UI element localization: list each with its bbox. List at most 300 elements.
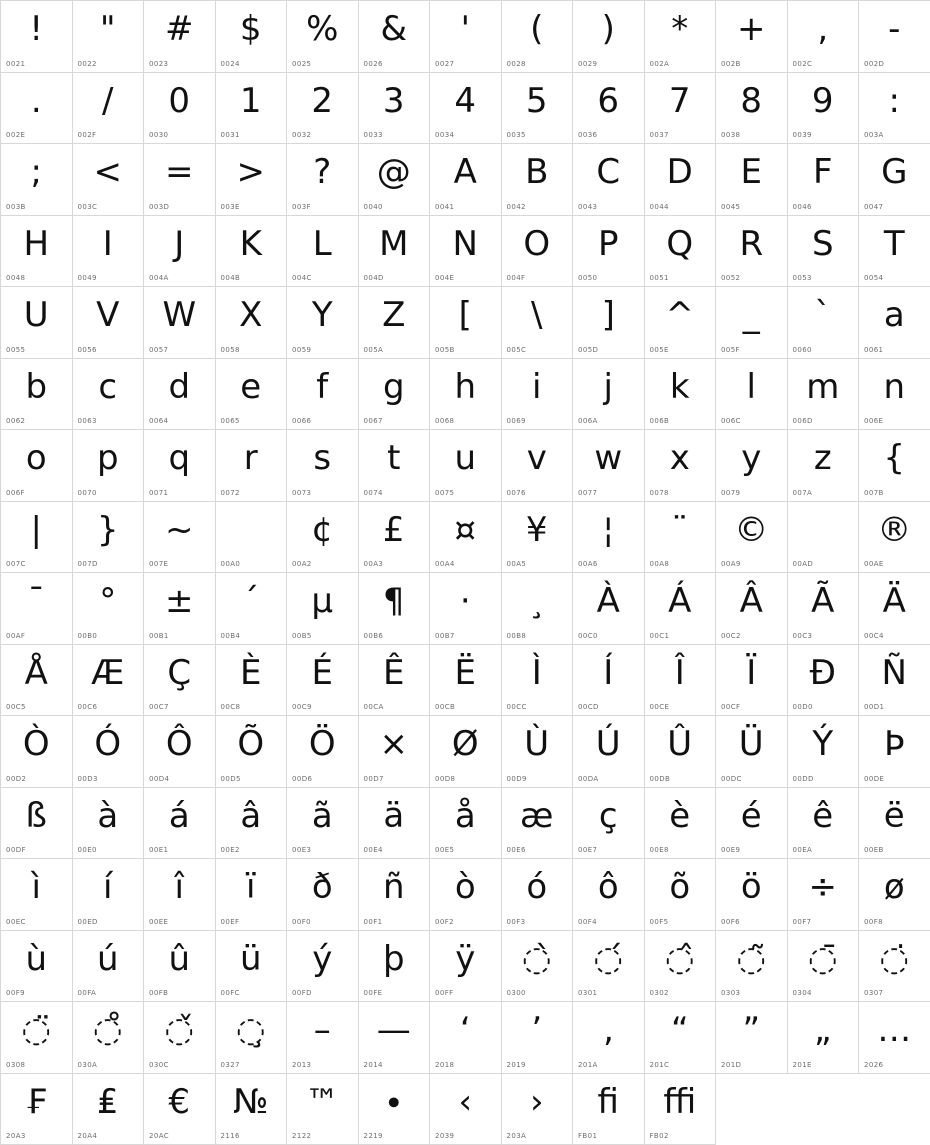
glyph-cell[interactable] [716, 287, 788, 359]
glyph-cell[interactable] [573, 287, 645, 359]
glyph-cell[interactable] [287, 1, 359, 73]
glyph-cell[interactable] [1, 287, 73, 359]
glyph-cell[interactable] [1, 788, 73, 860]
glyph-cell[interactable] [430, 73, 502, 145]
glyph-cell[interactable] [859, 430, 930, 502]
glyph-cell[interactable] [144, 1074, 216, 1145]
glyph-cell[interactable] [716, 502, 788, 574]
glyph-cell[interactable] [216, 430, 288, 502]
glyph-codepoint: 007C [6, 560, 26, 568]
glyph-character: [ [430, 289, 501, 341]
glyph-character: ë [859, 790, 930, 842]
glyph-character: K [216, 218, 287, 270]
glyph-character: — [359, 1004, 430, 1056]
glyph-character: ◌́ [573, 933, 644, 985]
glyph-cell[interactable] [788, 287, 860, 359]
glyph-cell[interactable] [645, 573, 717, 645]
glyph-cell[interactable] [287, 73, 359, 145]
glyph-cell[interactable] [573, 1, 645, 73]
glyph-codepoint: 2122 [292, 1132, 311, 1140]
glyph-cell[interactable] [430, 359, 502, 431]
glyph-cell[interactable] [502, 359, 574, 431]
glyph-cell[interactable] [502, 144, 574, 216]
glyph-cell[interactable] [216, 645, 288, 717]
glyph-cell[interactable] [716, 73, 788, 145]
glyph-cell[interactable] [144, 859, 216, 931]
glyph-cell[interactable] [144, 359, 216, 431]
glyph-codepoint: 0303 [721, 989, 740, 997]
glyph-codepoint: 0045 [721, 203, 740, 211]
glyph-cell[interactable] [573, 144, 645, 216]
glyph-character: g [359, 361, 430, 413]
glyph-codepoint: 00D5 [221, 775, 241, 783]
glyph-cell[interactable] [216, 502, 288, 574]
glyph-cell[interactable] [716, 788, 788, 860]
glyph-codepoint: 002B [721, 60, 741, 68]
glyph-cell[interactable] [502, 1002, 574, 1074]
glyph-codepoint: 20AC [149, 1132, 169, 1140]
glyph-cell[interactable] [216, 573, 288, 645]
glyph-cell[interactable] [287, 573, 359, 645]
glyph-cell[interactable] [216, 1, 288, 73]
glyph-character: J [144, 218, 215, 270]
glyph-codepoint: 00A0 [221, 560, 241, 568]
glyph-cell[interactable] [73, 1002, 145, 1074]
glyph-codepoint: 2013 [292, 1061, 311, 1069]
glyph-codepoint: 00A3 [364, 560, 384, 568]
glyph-cell[interactable] [144, 1002, 216, 1074]
glyph-cell[interactable] [859, 716, 930, 788]
glyph-character: Í [573, 647, 644, 699]
glyph-codepoint: 004D [364, 274, 384, 282]
glyph-character: 3 [359, 75, 430, 127]
glyph-cell[interactable] [645, 144, 717, 216]
glyph-cell[interactable] [430, 144, 502, 216]
glyph-cell[interactable] [573, 502, 645, 574]
glyph-cell[interactable] [716, 931, 788, 1003]
glyph-cell[interactable] [859, 73, 930, 145]
glyph-cell[interactable] [73, 144, 145, 216]
glyph-codepoint: 201A [578, 1061, 598, 1069]
glyph-character: Ó [73, 718, 144, 770]
glyph-cell[interactable] [859, 645, 930, 717]
glyph-codepoint: 20A4 [78, 1132, 98, 1140]
glyph-character: q [144, 432, 215, 484]
glyph-cell[interactable] [645, 645, 717, 717]
glyph-cell[interactable] [645, 1002, 717, 1074]
glyph-character: ´ [216, 575, 287, 627]
glyph-codepoint: 00FA [78, 989, 97, 997]
glyph-cell[interactable] [73, 216, 145, 288]
glyph-cell[interactable] [502, 859, 574, 931]
glyph-cell[interactable] [359, 430, 431, 502]
glyph-cell[interactable] [645, 502, 717, 574]
glyph-codepoint: 0041 [435, 203, 454, 211]
glyph-cell[interactable] [573, 1002, 645, 1074]
glyph-character: É [287, 647, 358, 699]
glyph-cell[interactable] [359, 573, 431, 645]
glyph-character: ₤ [73, 1076, 144, 1128]
glyph-cell[interactable] [287, 502, 359, 574]
glyph-codepoint: 004E [435, 274, 454, 282]
glyph-cell[interactable] [716, 144, 788, 216]
glyph-codepoint: 00E1 [149, 846, 168, 854]
glyph-cell[interactable] [144, 73, 216, 145]
glyph-cell[interactable] [73, 931, 145, 1003]
glyph-cell[interactable] [73, 287, 145, 359]
glyph-cell[interactable] [573, 716, 645, 788]
glyph-cell[interactable] [73, 573, 145, 645]
glyph-cell[interactable] [287, 216, 359, 288]
glyph-codepoint: 005F [721, 346, 740, 354]
glyph-cell[interactable] [430, 502, 502, 574]
glyph-cell[interactable] [1, 716, 73, 788]
glyph-cell[interactable] [430, 1074, 502, 1145]
glyph-cell[interactable] [788, 1, 860, 73]
glyph-codepoint: 0061 [864, 346, 883, 354]
glyph-cell[interactable] [144, 430, 216, 502]
glyph-cell[interactable] [359, 287, 431, 359]
glyph-codepoint: 201E [793, 1061, 812, 1069]
glyph-cell[interactable] [430, 1002, 502, 1074]
glyph-codepoint: 00CA [364, 703, 384, 711]
glyph-codepoint: 00C9 [292, 703, 312, 711]
glyph-character: ‹ [430, 1076, 501, 1128]
glyph-character: ê [788, 790, 859, 842]
glyph-cell[interactable] [502, 216, 574, 288]
glyph-codepoint: 0301 [578, 989, 597, 997]
glyph-codepoint: 0065 [221, 417, 240, 425]
glyph-cell[interactable] [573, 859, 645, 931]
glyph-cell[interactable] [645, 216, 717, 288]
glyph-character [216, 504, 287, 556]
glyph-cell[interactable] [287, 144, 359, 216]
glyph-cell[interactable] [859, 144, 930, 216]
glyph-cell[interactable] [573, 1074, 645, 1145]
glyph-cell[interactable] [645, 1074, 717, 1145]
glyph-cell[interactable] [1, 1002, 73, 1074]
glyph-cell[interactable] [502, 788, 574, 860]
glyph-cell[interactable] [716, 216, 788, 288]
glyph-codepoint: 00C4 [864, 632, 884, 640]
glyph-cell[interactable] [645, 859, 717, 931]
glyph-cell[interactable] [788, 73, 860, 145]
glyph-cell[interactable] [1, 1, 73, 73]
glyph-cell[interactable] [430, 716, 502, 788]
glyph-cell[interactable] [645, 430, 717, 502]
glyph-cell[interactable] [73, 788, 145, 860]
glyph-cell[interactable] [859, 287, 930, 359]
glyph-cell[interactable] [144, 788, 216, 860]
glyph-cell[interactable] [645, 73, 717, 145]
glyph-cell[interactable] [716, 716, 788, 788]
glyph-cell[interactable] [359, 1002, 431, 1074]
glyph-cell[interactable] [430, 1, 502, 73]
glyph-cell[interactable] [144, 287, 216, 359]
glyph-cell[interactable] [788, 573, 860, 645]
glyph-codepoint: 00F9 [6, 989, 25, 997]
glyph-cell[interactable] [359, 788, 431, 860]
glyph-cell[interactable] [144, 216, 216, 288]
glyph-cell[interactable] [287, 1074, 359, 1145]
glyph-codepoint: 005C [507, 346, 527, 354]
glyph-codepoint: 0027 [435, 60, 454, 68]
glyph-cell[interactable] [430, 430, 502, 502]
glyph-cell[interactable] [430, 931, 502, 1003]
glyph-cell[interactable] [359, 502, 431, 574]
glyph-cell[interactable] [216, 287, 288, 359]
glyph-codepoint: 0055 [6, 346, 25, 354]
glyph-cell[interactable] [859, 1, 930, 73]
glyph-cell[interactable] [216, 931, 288, 1003]
glyph-cell[interactable] [788, 144, 860, 216]
glyph-character: ò [430, 861, 501, 913]
glyph-character: ◌̌ [144, 1004, 215, 1056]
glyph-cell[interactable] [645, 359, 717, 431]
glyph-cell[interactable] [502, 645, 574, 717]
glyph-character: · [430, 575, 501, 627]
glyph-cell[interactable] [502, 430, 574, 502]
glyph-cell[interactable] [788, 216, 860, 288]
glyph-cell[interactable] [216, 1074, 288, 1145]
glyph-cell[interactable] [359, 1, 431, 73]
glyph-codepoint: 00C5 [6, 703, 26, 711]
glyph-cell[interactable] [788, 430, 860, 502]
glyph-codepoint: 00B7 [435, 632, 455, 640]
glyph-cell[interactable] [573, 573, 645, 645]
glyph-cell[interactable] [144, 1, 216, 73]
glyph-codepoint: 00B0 [78, 632, 98, 640]
glyph-character: N [430, 218, 501, 270]
glyph-character: < [73, 146, 144, 198]
glyph-cell[interactable] [1, 430, 73, 502]
glyph-cell[interactable] [716, 573, 788, 645]
glyph-cell[interactable] [502, 716, 574, 788]
glyph-codepoint: 006C [721, 417, 741, 425]
glyph-cell[interactable] [430, 859, 502, 931]
glyph-cell[interactable] [359, 144, 431, 216]
glyph-cell[interactable] [287, 931, 359, 1003]
glyph-cell[interactable] [788, 859, 860, 931]
glyph-cell[interactable] [359, 716, 431, 788]
glyph-cell[interactable] [144, 573, 216, 645]
glyph-cell[interactable] [144, 144, 216, 216]
glyph-codepoint: 0075 [435, 489, 454, 497]
glyph-codepoint: 0028 [507, 60, 526, 68]
glyph-cell[interactable] [73, 859, 145, 931]
glyph-cell[interactable] [216, 73, 288, 145]
glyph-cell[interactable] [216, 716, 288, 788]
glyph-cell[interactable] [502, 573, 574, 645]
glyph-cell[interactable] [573, 645, 645, 717]
glyph-cell[interactable] [430, 287, 502, 359]
glyph-codepoint: 00B4 [221, 632, 241, 640]
glyph-cell[interactable] [788, 645, 860, 717]
glyph-cell[interactable] [73, 716, 145, 788]
glyph-codepoint: 00A8 [650, 560, 670, 568]
glyph-cell[interactable] [502, 1, 574, 73]
glyph-cell[interactable] [573, 931, 645, 1003]
glyph-codepoint: 2026 [864, 1061, 883, 1069]
glyph-cell[interactable] [430, 788, 502, 860]
glyph-cell[interactable] [716, 645, 788, 717]
glyph-character: ? [287, 146, 358, 198]
glyph-character: s [287, 432, 358, 484]
glyph-character: @ [359, 146, 430, 198]
glyph-cell[interactable] [144, 645, 216, 717]
glyph-character: ÷ [788, 861, 859, 913]
glyph-cell[interactable] [502, 502, 574, 574]
glyph-codepoint: 0058 [221, 346, 240, 354]
glyph-cell[interactable] [859, 573, 930, 645]
glyph-codepoint: 00CF [721, 703, 740, 711]
glyph-cell[interactable] [859, 216, 930, 288]
glyph-character: Ë [430, 647, 501, 699]
glyph-cell[interactable] [359, 359, 431, 431]
glyph-cell[interactable] [1, 931, 73, 1003]
glyph-cell[interactable] [502, 287, 574, 359]
glyph-cell[interactable] [216, 859, 288, 931]
glyph-cell[interactable] [859, 359, 930, 431]
glyph-cell[interactable] [573, 788, 645, 860]
glyph-cell[interactable] [430, 573, 502, 645]
glyph-cell[interactable] [859, 788, 930, 860]
glyph-codepoint: 0046 [793, 203, 812, 211]
glyph-codepoint: 00C0 [578, 632, 598, 640]
glyph-cell[interactable] [716, 859, 788, 931]
glyph-cell[interactable] [216, 216, 288, 288]
glyph-cell[interactable] [144, 716, 216, 788]
glyph-character: S [788, 218, 859, 270]
glyph-cell[interactable] [430, 216, 502, 288]
glyph-codepoint: 201D [721, 1061, 741, 1069]
glyph-cell[interactable] [359, 859, 431, 931]
glyph-character: , [788, 3, 859, 55]
glyph-cell[interactable] [359, 216, 431, 288]
glyph-cell[interactable] [287, 287, 359, 359]
glyph-cell[interactable] [359, 1074, 431, 1145]
glyph-cell[interactable] [1, 216, 73, 288]
glyph-cell[interactable] [716, 359, 788, 431]
glyph-character: Ä [859, 575, 930, 627]
glyph-character: p [73, 432, 144, 484]
glyph-character: ∙ [359, 1076, 430, 1128]
glyph-cell[interactable] [573, 216, 645, 288]
glyph-codepoint: 0053 [793, 274, 812, 282]
glyph-cell[interactable] [573, 359, 645, 431]
glyph-cell[interactable] [287, 645, 359, 717]
glyph-cell[interactable] [1, 144, 73, 216]
glyph-codepoint: 00E8 [650, 846, 669, 854]
glyph-cell[interactable] [73, 1074, 145, 1145]
glyph-cell[interactable] [73, 430, 145, 502]
glyph-cell[interactable] [73, 359, 145, 431]
glyph-cell[interactable] [73, 645, 145, 717]
glyph-cell[interactable] [216, 1002, 288, 1074]
glyph-cell[interactable] [359, 931, 431, 1003]
glyph-cell[interactable] [859, 502, 930, 574]
glyph-cell[interactable] [716, 430, 788, 502]
glyph-cell[interactable] [144, 502, 216, 574]
glyph-codepoint: 0049 [78, 274, 97, 282]
glyph-codepoint: 00A5 [507, 560, 527, 568]
glyph-cell[interactable] [573, 73, 645, 145]
glyph-cell[interactable] [216, 144, 288, 216]
glyph-cell[interactable] [287, 430, 359, 502]
glyph-cell[interactable] [645, 931, 717, 1003]
glyph-cell[interactable] [502, 73, 574, 145]
glyph-cell[interactable] [287, 1002, 359, 1074]
glyph-cell[interactable] [788, 716, 860, 788]
glyph-character: k [645, 361, 716, 413]
glyph-cell[interactable] [1, 859, 73, 931]
glyph-cell[interactable] [645, 1, 717, 73]
glyph-cell[interactable] [1, 359, 73, 431]
glyph-codepoint: 0036 [578, 131, 597, 139]
glyph-cell[interactable] [645, 716, 717, 788]
glyph-codepoint: 00F1 [364, 918, 383, 926]
glyph-codepoint: 0070 [78, 489, 97, 497]
glyph-cell[interactable] [573, 430, 645, 502]
glyph-cell[interactable] [788, 931, 860, 1003]
glyph-cell[interactable] [287, 716, 359, 788]
glyph-cell[interactable] [1, 73, 73, 145]
glyph-cell[interactable] [287, 859, 359, 931]
glyph-cell[interactable] [1, 573, 73, 645]
glyph-cell[interactable] [1, 502, 73, 574]
glyph-character: “ [645, 1004, 716, 1056]
glyph-codepoint: 0033 [364, 131, 383, 139]
glyph-cell[interactable] [216, 359, 288, 431]
glyph-cell[interactable] [359, 73, 431, 145]
glyph-character: ø [859, 861, 930, 913]
glyph-cell[interactable] [287, 359, 359, 431]
glyph-cell[interactable] [859, 859, 930, 931]
glyph-cell[interactable] [144, 931, 216, 1003]
glyph-cell[interactable] [645, 287, 717, 359]
glyph-cell[interactable] [359, 645, 431, 717]
glyph-cell[interactable] [1, 1074, 73, 1145]
glyph-cell[interactable] [859, 931, 930, 1003]
glyph-character: 0 [144, 75, 215, 127]
glyph-character: ◌̧ [216, 1004, 287, 1056]
glyph-cell[interactable] [502, 931, 574, 1003]
glyph-codepoint: 0302 [650, 989, 669, 997]
glyph-cell[interactable] [859, 1002, 930, 1074]
glyph-cell[interactable] [716, 1002, 788, 1074]
glyph-character: w [573, 432, 644, 484]
glyph-codepoint: 00ED [78, 918, 98, 926]
glyph-cell[interactable] [716, 1, 788, 73]
glyph-cell[interactable] [1, 645, 73, 717]
glyph-character: z [788, 432, 859, 484]
glyph-cell[interactable] [73, 502, 145, 574]
glyph-cell[interactable] [430, 645, 502, 717]
glyph-cell[interactable] [788, 359, 860, 431]
glyph-cell[interactable] [788, 1002, 860, 1074]
glyph-cell[interactable] [645, 788, 717, 860]
glyph-cell[interactable] [788, 502, 860, 574]
glyph-cell[interactable] [73, 1, 145, 73]
glyph-cell[interactable] [287, 788, 359, 860]
glyph-codepoint: 0047 [864, 203, 883, 211]
glyph-cell[interactable] [73, 73, 145, 145]
glyph-cell[interactable] [216, 788, 288, 860]
glyph-cell[interactable] [788, 788, 860, 860]
glyph-cell[interactable] [502, 1074, 574, 1145]
glyph-character: Å [1, 647, 72, 699]
glyph-character: Ì [502, 647, 573, 699]
